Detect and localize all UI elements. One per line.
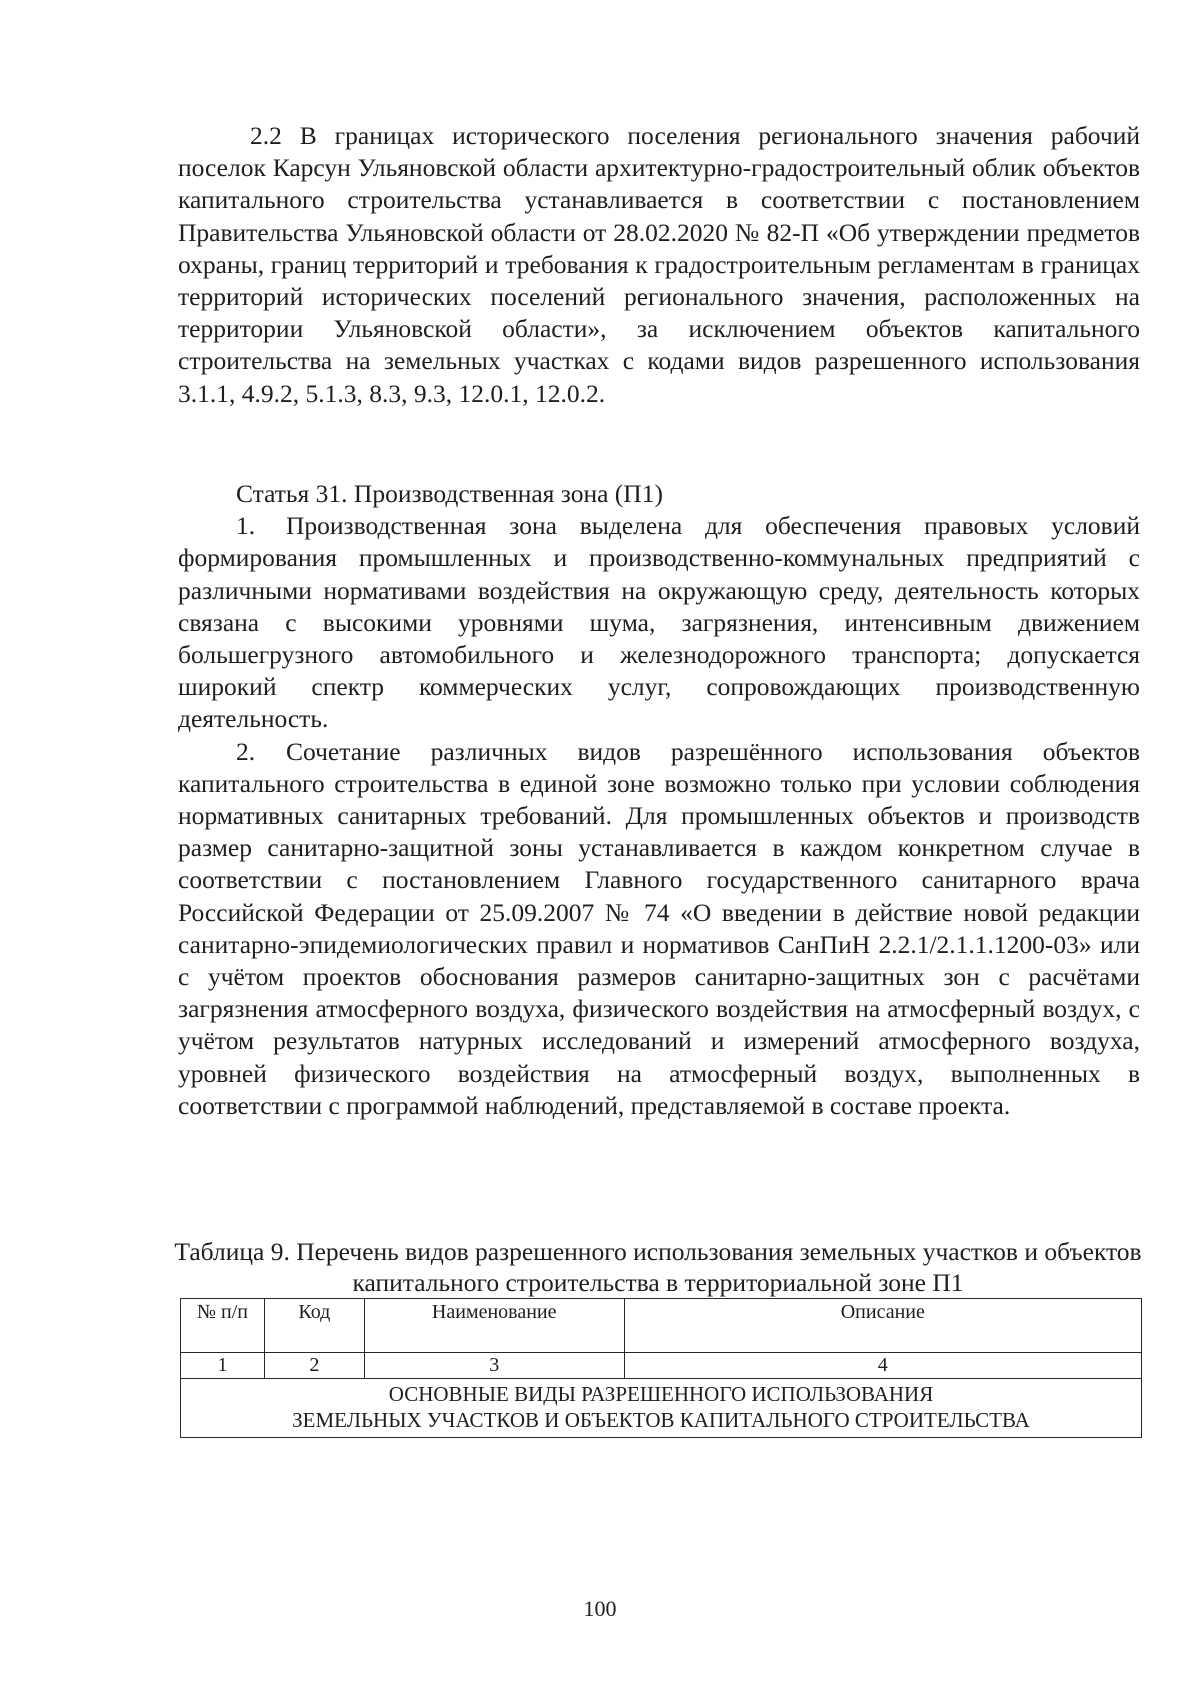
table-group-row xyxy=(181,1379,1142,1438)
column-number-1: 1 xyxy=(181,1353,265,1379)
section-2-2 xyxy=(178,120,1140,410)
article-31 xyxy=(178,478,1140,1122)
group-heading-line-1: ОСНОВНЫЕ ВИДЫ РАЗРЕШЕННОГО ИСПОЛЬЗОВАНИЯ xyxy=(388,1382,934,1406)
header-description: Описание xyxy=(624,1299,1141,1353)
group-heading-line-2: ЗЕМЕЛЬНЫХ УЧАСТКОВ И ОБЪЕКТОВ КАПИТАЛЬНОГО СТРОИТЕЛЬСТВА xyxy=(292,1408,1030,1432)
column-number-3: 3 xyxy=(364,1353,624,1379)
group-heading xyxy=(181,1379,1142,1438)
column-number-2: 2 xyxy=(264,1353,364,1379)
section-2-2-paragraph: 2.2 В границах исторического поселения регионального значения рабочий поселок Карсун Ульяновской области архитектурно-градостроительный облик объектов капитального строительства устанавливается в соответствии с постановлением Правительства Ульяновской области от 28.02.2020 № 82-П «Об утверждении предметов охраны, границ территорий и требования к градостроительным регламентам в границах территорий исторических поселений регионального значения, расположенных на территории Ульяновской области», за исключением объектов капитального строительства на земельных участках с кодами видов разрешенного использования 3.1.1, 4.9.2, 5.1.3, 8.3, 9.3, 12.0.1, 12.0.2. xyxy=(178,121,1140,408)
column-number-4: 4 xyxy=(624,1353,1141,1379)
header-code: Код xyxy=(264,1299,364,1353)
header-name: Наименование xyxy=(364,1299,624,1353)
item-1-text: Производственная зона выделена для обеспечения правовых условий формирования промышленных и производственно-коммунальных предприятий с различными нормативами воздействия на окружающую среду, деятельность которых связана с высокими уровнями шума, загрязнения, интенсивным движением большегрузного автомобильного и железнодорожного транспорта; допускается широкий спектр коммерческих услуг, сопровождающих производственную деятельность. xyxy=(178,511,1140,734)
article-31-title: Статья 31. Производственная зона (П1) xyxy=(236,479,663,508)
table-9 xyxy=(180,1298,1142,1438)
item-2-number: 2. xyxy=(236,736,256,766)
table-header-row xyxy=(181,1299,1142,1353)
header-number: № п/п xyxy=(181,1299,265,1353)
article-31-item-1 xyxy=(178,510,1140,735)
table-9-caption: Таблица 9. Перечень видов разрешенного использования земельных участков и объектов капитального строительства в территориальной зоне П1 xyxy=(174,1237,1142,1297)
page-number: 100 xyxy=(583,1596,617,1621)
item-1-number: 1. xyxy=(236,511,256,541)
table-column-number-row xyxy=(181,1353,1142,1379)
table-9-container xyxy=(180,1298,1142,1438)
item-2-text: Сочетание различных видов разрешённого использования объектов капитального строительства в единой зоне возможно только при условии соблюдения нормативных санитарных требований. Для промышленных объектов и производств размер санитарно-защитной зоны устанавливается в каждом конкретном случае в соответствии с постановлением Главного государственного санитарного врача Российской Федерации от 25.09.2007 № 74 «О введении в действие новой редакции санитарно-эпидемиологических правил и нормативов СанПиН 2.2.1/2.1.1.1200-03» или с учётом проектов обоснования размеров санитарно-защитных зон с расчётами загрязнения атмосферного воздуха, физического воздействия на атмосферный воздух, с учётом результатов натурных исследований и измерений атмосферного воздуха, уровней физического воздействия на атмосферный воздух, выполненных в соответствии с программой наблюдений, представляемой в составе проекта. xyxy=(178,736,1140,1120)
article-31-item-2 xyxy=(178,736,1140,1122)
